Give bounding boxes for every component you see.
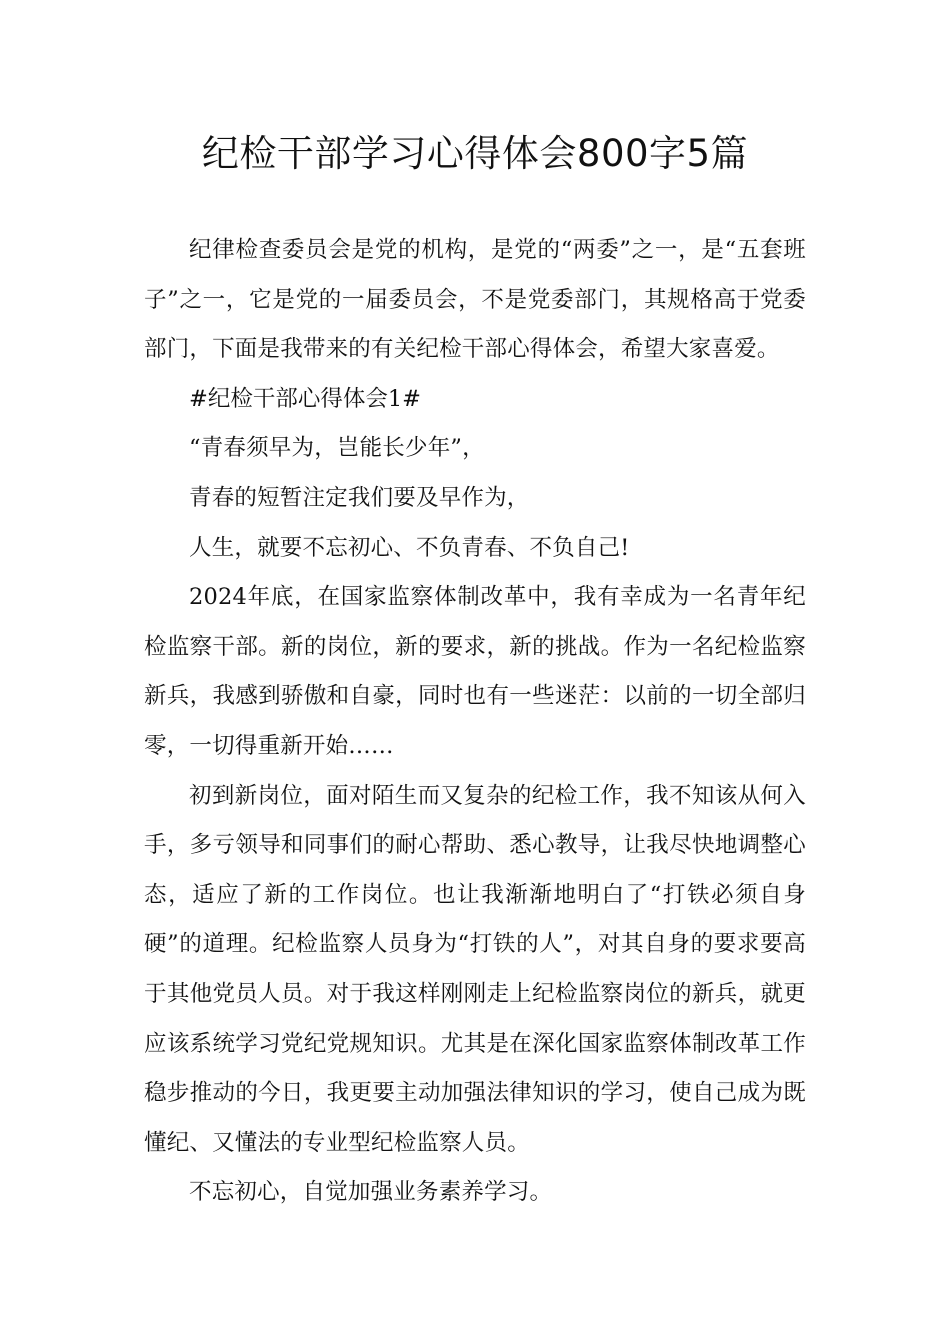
paragraph-intro: 纪律检查委员会是党的机构，是党的“两委”之一，是“五套班子”之一，它是党的一届委员会，不是党委部门，其规格高于党委部门，下面是我带来的有关纪检干部心得体会，希望大家喜爱。	[144, 237, 806, 363]
paragraph: 2024年底，在国家监察体制改革中，我有幸成为一名青年纪检监察干部。新的岗位，新的要求，新的挑战。作为一名纪检监察新兵，我感到骄傲和自豪，同时也有一些迷茫：以前的一切全部归零，一切得重新开始……	[144, 584, 806, 759]
paragraph-line: 人生，就要不忘初心、不负青春、不负自己!	[189, 534, 630, 561]
document-title: 纪检干部学习心得体会800字5篇	[201, 132, 749, 175]
paragraph: 不忘初心，自觉加强业务素养学习。	[189, 1179, 553, 1206]
paragraph-line: 青春的短暂注定我们要及早作为，	[189, 484, 530, 511]
section-heading: #纪检干部心得体会1#	[189, 385, 422, 412]
paragraph: 初到新岗位，面对陌生而又复杂的纪检工作，我不知该从何入手，多亏领导和同事们的耐心帮助、悉心教导，让我尽快地调整心态，适应了新的工作岗位。也让我渐渐地明白了“打铁必须自身硬”的道理。纪检监察人员身为“打铁的人”，对其自身的要求要高于其他党员人员。对于我这样刚刚走上纪检监察岗位的新兵，就更应该系统学习党纪党规知识。尤其是在深化国家监察体制改革工作稳步推动的今日，我更要主动加强法律知识的学习，使自己成为既懂纪、又懂法的专业型纪检监察人员。	[144, 782, 806, 1156]
paragraph-quote: “青春须早为，岂能长少年”，	[189, 435, 485, 462]
document-body	[144, 226, 806, 1218]
